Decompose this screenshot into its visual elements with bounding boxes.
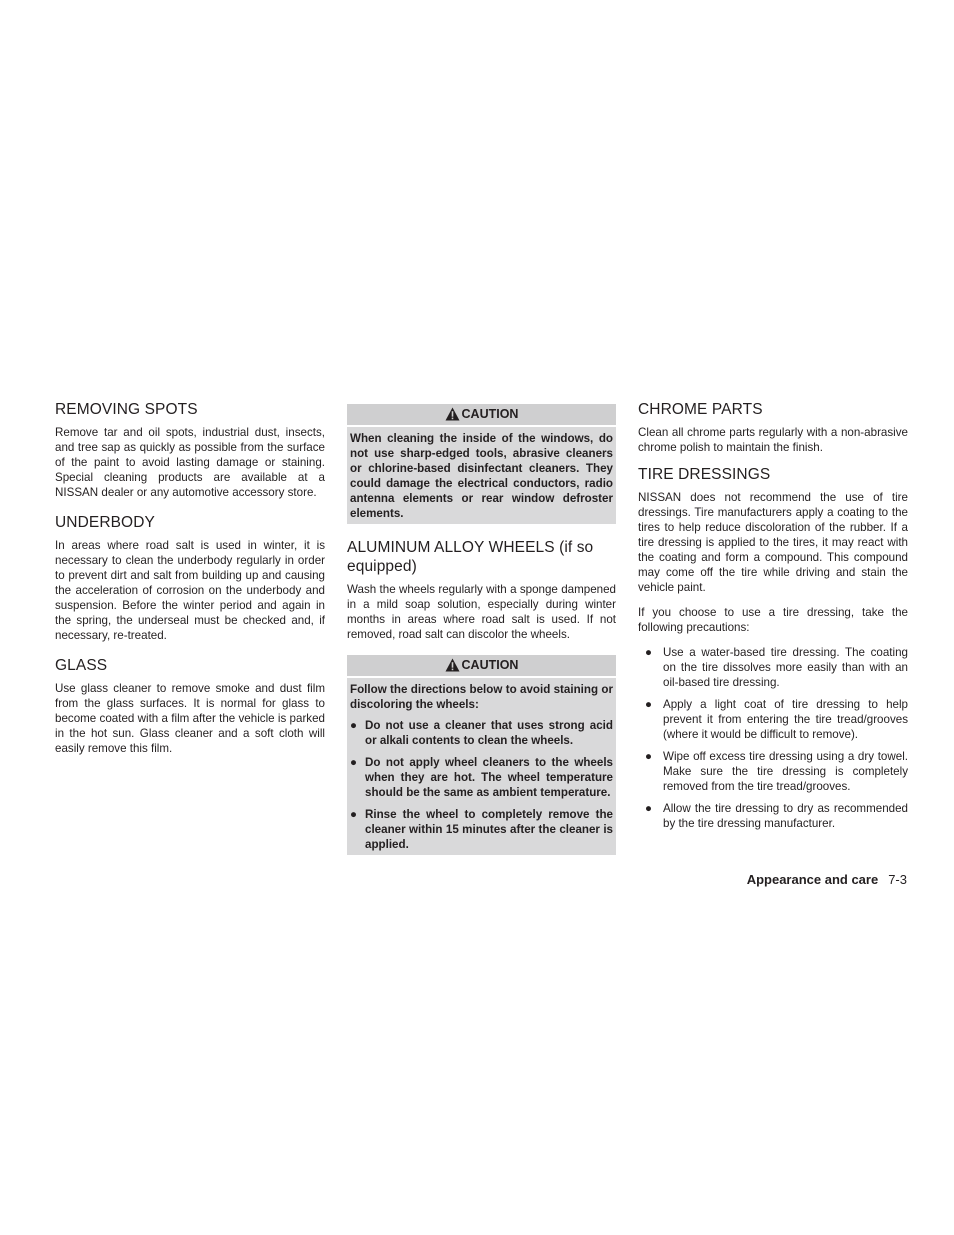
caution-bullet-list (350, 718, 613, 852)
list-item: ● Wipe off excess tire dressing using a dry towel. Make sure the tire dressing is completely removed from the tire tread/grooves. (645, 750, 908, 793)
section-heading: CHROME PARTS (638, 401, 763, 418)
column-right (638, 400, 908, 844)
section-body: Use glass cleaner to remove smoke and dust film from the glass surfaces. It is normal for glass to become coated with a film after the vehicle is parked in the hot sun. Glass cleaner and a soft cloth will easily remove this film. (55, 682, 325, 755)
bullet-icon: ● (350, 756, 358, 769)
column-left (55, 400, 325, 769)
section-heading: ALUMINUM ALLOY WHEELS (if so equipped) (347, 539, 594, 575)
section-body: Remove tar and oil spots, industrial dust, insects, and tree sap as quickly as possible from the surface of the paint to avoid lasting damage or staining. Special cleaning products are available at a NISSAN dealer or any automotive accessory store. (55, 426, 325, 499)
section-chrome-parts (638, 400, 908, 455)
caution-title: CAUTION (461, 658, 519, 672)
page-number: 7-3 (888, 872, 907, 887)
list-item: ● Do not use a cleaner that uses strong acid or alkali contents to clean the wheels. (350, 719, 613, 747)
section-removing-spots (55, 400, 325, 500)
section-heading: REMOVING SPOTS (55, 401, 198, 418)
section-aluminum-wheels (347, 538, 616, 642)
list-item: ● Apply a light coat of tire dressing to help prevent it from entering the tire tread/grooves (where it would be difficult to remove). (645, 698, 908, 741)
list-item: ● Allow the tire dressing to dry as recommended by the tire dressing manufacturer. (645, 802, 908, 830)
caution-body (347, 678, 616, 855)
section-glass (55, 656, 325, 756)
warning-triangle-icon (445, 407, 460, 421)
list-item: ● Use a water-based tire dressing. The coating on the tire dissolves more easily than with an oil-based tire dressing. (645, 646, 908, 689)
caution-header (347, 404, 616, 427)
caution-title: CAUTION (461, 407, 519, 421)
bullet-icon: ● (350, 719, 358, 732)
section-body: Wash the wheels regularly with a sponge dampened in a mild soap solution, especially during winter months in areas where road salt is used. If not removed, road salt can discolor the wheels. (347, 583, 616, 641)
footer-section-title: Appearance and care (746, 872, 879, 887)
caution-box-wheels (347, 655, 616, 855)
caution-text: When cleaning the inside of the windows, do not use sharp-edged tools, abrasive cleaners or chlorine-based disinfectant cleaners. They could damage the electrical conductors, radio antenna elements or rear window defroster elements. (350, 432, 613, 520)
section-body: Clean all chrome parts regularly with a non-abrasive chrome polish to maintain the finish. (638, 426, 908, 454)
section-underbody (55, 513, 325, 643)
section-body: NISSAN does not recommend the use of tire dressings. Tire manufacturers apply a coating to the tires to help reduce discoloration of the rubber. If a tire dressing is applied to the tires, it may react with the coating and form a compound. This compound may come off the tire while driving and stain the vehicle paint. (638, 491, 908, 594)
section-body: In areas where road salt is used in winter, it is necessary to clean the underbody regularly in order to prevent dirt and salt from building up and causing the acceleration of corrosion on the underbody and suspension. Before the winter period and again in the spring, the underseal must be checked and, if necessary, re-treated. (55, 539, 325, 642)
section-tire-dressings (638, 465, 908, 831)
caution-intro: Follow the directions below to avoid staining or discoloring the wheels: (350, 683, 613, 711)
bullet-icon: ● (645, 750, 653, 763)
section-heading: GLASS (55, 657, 108, 674)
precautions-list (638, 645, 908, 831)
bullet-icon: ● (645, 698, 653, 711)
page-footer (747, 872, 907, 887)
section-heading: UNDERBODY (55, 514, 155, 531)
caution-body (347, 427, 616, 524)
list-item: ● Rinse the wheel to completely remove the cleaner within 15 minutes after the cleaner is applied. (350, 808, 613, 851)
bullet-icon: ● (645, 802, 653, 815)
bullet-icon: ● (645, 646, 653, 659)
section-heading: TIRE DRESSINGS (638, 466, 771, 483)
list-item: ● Do not apply wheel cleaners to the wheels when they are hot. The wheel temperature should be the same as ambient temperature. (350, 756, 613, 799)
column-middle (347, 400, 616, 869)
bullet-icon: ● (350, 808, 358, 821)
caution-header (347, 655, 616, 678)
section-body: If you choose to use a tire dressing, take the following precautions: (638, 606, 908, 634)
caution-box-windows (347, 404, 616, 524)
warning-triangle-icon (445, 658, 460, 672)
